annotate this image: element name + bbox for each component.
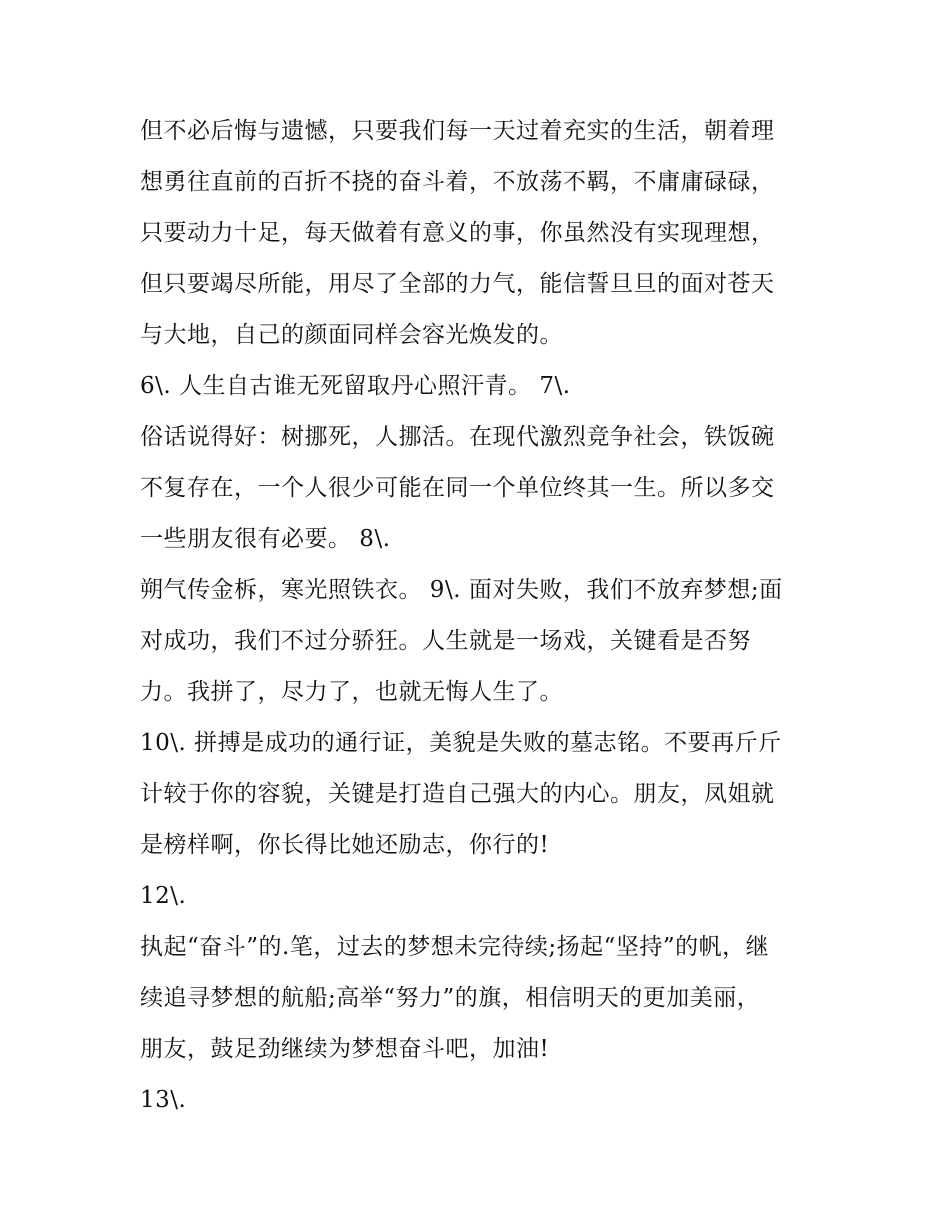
text-line: 朋友，鼓足劲继续为梦想奋斗吧，加油! xyxy=(140,1036,550,1062)
text-line: 想勇往直前的百折不挠的奋斗着，不放荡不羁，不庸庸碌碌， xyxy=(140,169,775,195)
text-line: 10\. 拼搏是成功的通行证，美貌是失败的墓志铭。不要再斤斤 xyxy=(140,730,782,756)
document-body xyxy=(140,106,820,1126)
text-line: 续追寻梦想的航船;高举“努力”的旗，相信明天的更加美丽， xyxy=(140,985,761,1011)
text-line: 朔气传金柝，寒光照铁衣。 9\. 面对失败，我们不放弃梦想;面 xyxy=(140,577,783,603)
text-line: 一些朋友很有必要。 8\. xyxy=(140,526,391,552)
text-line: 12\. xyxy=(140,883,187,909)
text-line: 计较于你的容貌，关键是打造自己强大的内心。朋友，凤姐就 xyxy=(140,781,775,807)
text-line: 力。我拼了，尽力了，也就无悔人生了。 xyxy=(140,679,563,705)
text-line: 6\. 人生自古谁无死留取丹心照汗青。 7\. xyxy=(140,373,571,399)
text-line: 是榜样啊，你长得比她还励志，你行的! xyxy=(140,832,550,858)
text-line: 13\. xyxy=(140,1087,187,1113)
text-line: 但只要竭尽所能，用尽了全部的力气，能信誓旦旦的面对苍天 xyxy=(140,271,775,297)
text-line: 只要动力十足，每天做着有意义的事，你虽然没有实现理想， xyxy=(140,220,775,246)
text-line: 执起“奋斗”的.笔，过去的梦想未完待续;扬起“坚持”的帆，继 xyxy=(140,934,770,960)
text-line: 与大地，自己的颜面同样会容光焕发的。 xyxy=(140,322,563,348)
text-line: 但不必后悔与遗憾，只要我们每一天过着充实的生活，朝着理 xyxy=(140,118,775,144)
text-line: 对成功，我们不过分骄狂。人生就是一场戏，关键看是否努 xyxy=(140,628,751,654)
text-line: 不复存在，一个人很少可能在同一个单位终其一生。所以多交 xyxy=(140,475,775,501)
text-line: 俗话说得好：树挪死，人挪活。在现代激烈竞争社会，铁饭碗 xyxy=(140,424,775,450)
